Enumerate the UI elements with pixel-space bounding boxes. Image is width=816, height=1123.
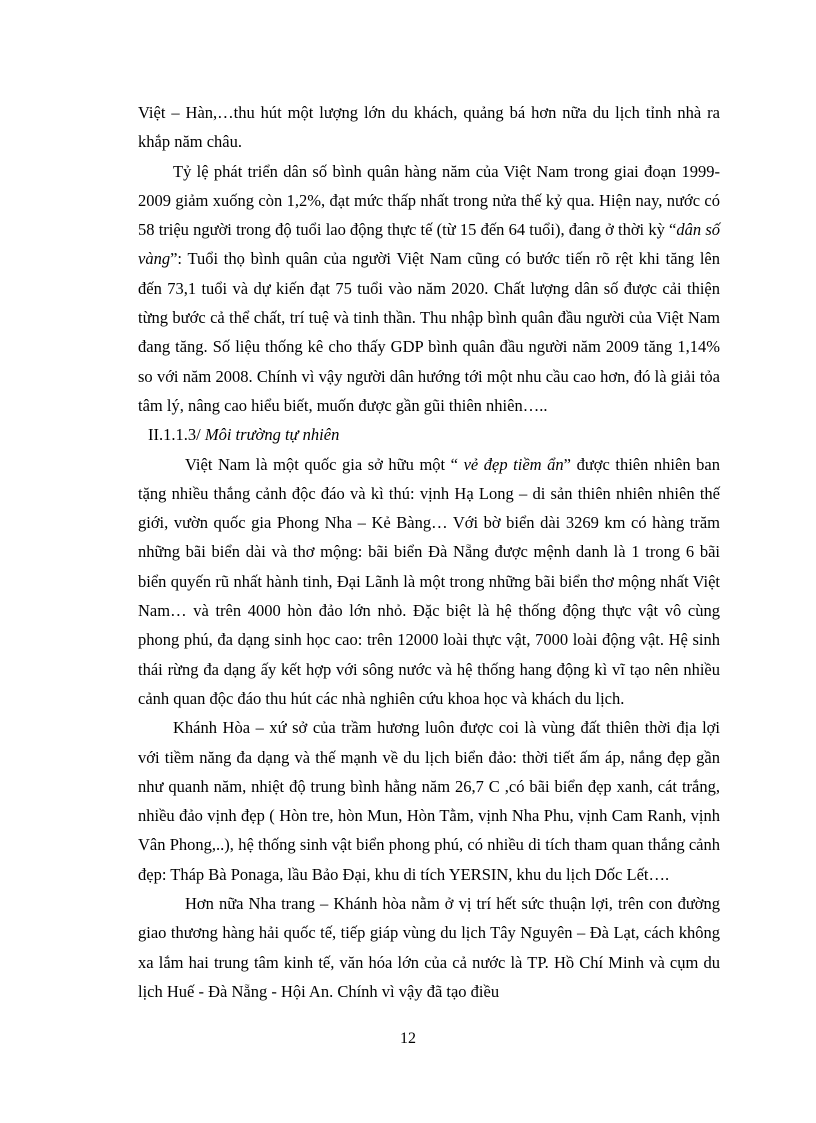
paragraph-continuation [138,98,720,157]
paragraph-text: ” được thiên nhiên ban tặng nhiều thắng cảnh độc đáo và kì thú: vịnh Hạ Long – di sản thiên nhiên nhiên thế giới, vườn quốc gia Phong Nha – Kẻ Bàng… Với bờ biển dài 3269 km có hàng trăm những bãi biển dài và thơ mộng: bãi biển Đà Nẵng được mệnh danh là 1 trong 6 bãi biển quyến rũ nhất hành tinh, Đại Lãnh là một trong những bãi biển thơ mộng nhất Việt Nam… và trên 4000 hòn đảo lớn nhỏ. Đặc biệt là hệ thống động thực vật vô cùng phong phú, đa dạng sinh học cao: trên 12000 loài thực vật, 7000 loài động vật. Hệ sinh thái rừng đa dạng ấy kết hợp với sông nước và hệ thống hang động kì vĩ tạo nên nhiều cảnh quan độc đáo thu hút các nhà nghiên cứu khoa học và khách du lịch. [138,454,720,708]
section-title: Môi trường tự nhiên [204,425,340,445]
paragraph-text: Tỷ lệ phát triển dân số bình quân hàng năm của Việt Nam trong giai đoạn 1999-2009 giảm xuống còn 1,2%, đạt mức thấp nhất trong nửa thế kỷ qua. Hiện nay, nước có 58 triệu người trong độ tuổi lao động thực tế (từ 15 đến 64 tuổi), đang ở thời kỳ “ [138,161,720,240]
section-heading [138,420,720,449]
body-text [138,98,720,1006]
paragraph-text: ”: Tuổi thọ bình quân của người Việt Nam cũng có bước tiến rõ rệt khi tăng lên đến 73,1 tuổi và dự kiến đạt 75 tuổi vào năm 2020. Chất lượng dân số được cải thiện từng bước cả thể chất, trí tuệ và tinh thần. Thu nhập bình quân đầu người của Việt Nam đang tăng. Số liệu thống kê cho thấy GDP bình quân đầu người năm 2009 tăng 1,14% so với năm 2008. Chính vì vậy người dân hướng tới một nhu cầu cao hơn, đó là giải tỏa tâm lý, nâng cao hiểu biết, muốn được gần gũi thiên nhiên….. [138,249,720,415]
paragraph-population [138,157,720,421]
paragraph-text: Việt – Hàn,…thu hút một lượng lớn du khách, quảng bá hơn nữa du lịch tỉnh nhà ra khắp năm châu. [138,103,720,152]
emphasis-text: vẻ đẹp tiềm ẩn [463,454,564,474]
paragraph-nature [138,450,720,714]
paragraph-location [138,889,720,1006]
paragraph-text: Việt Nam là một quốc gia sở hữu một “ [185,454,464,474]
paragraph-khanh-hoa [138,713,720,889]
paragraph-text: Khánh Hòa – xứ sở của trầm hương luôn được coi là vùng đất thiên thời địa lợi với tiềm năng đa dạng và thế mạnh về du lịch biển đảo: thời tiết ấm áp, nắng đẹp gần như quanh năm, nhiệt độ trung bình hằng năm 26,7 C ,có bãi biển đẹp xanh, cát trắng, nhiều đảo vịnh đẹp ( Hòn tre, hòn Mun, Hòn Tằm, vịnh Nha Phu, vịnh Cam Ranh, vịnh Vân Phong,..), hệ thống sinh vật biển phong phú, có nhiều di tích tham quan thắng cảnh đẹp: Tháp Bà Ponaga, lầu Bảo Đại, khu di tích YERSIN, khu du lịch Dốc Lết…. [138,718,720,884]
section-number: II.1.1.3/ [148,425,205,445]
emphasis-text: dân số vàng [138,220,720,269]
paragraph-text: Hơn nữa Nha trang – Khánh hòa nằm ở vị trí hết sức thuận lợi, trên con đường giao thương hàng hải quốc tế, tiếp giáp vùng du lịch Tây Nguyên – Đà Lạt, cách không xa lắm hai trung tâm kinh tế, văn hóa lớn của cả nước là TP. Hồ Chí Minh và cụm du lịch Huế - Đà Nẵng - Hội An. Chính vì vậy đã tạo điều [138,894,720,1001]
page-number: 12 [400,1030,416,1047]
